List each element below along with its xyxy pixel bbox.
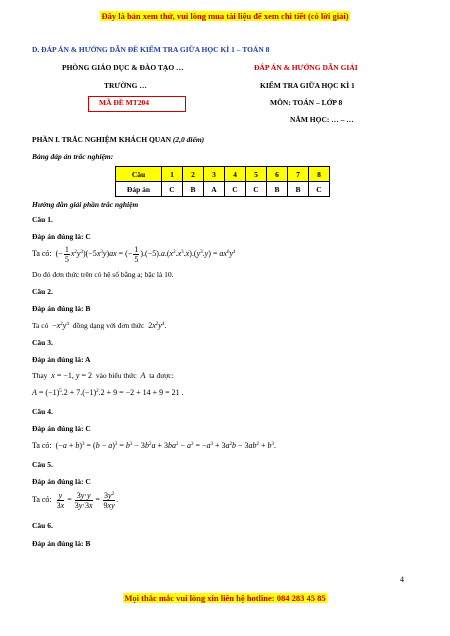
part1-heading — [32, 135, 204, 144]
q1-conclusion: Do đó đơn thức trên có hệ số bằng a; bậc là 10. — [32, 270, 174, 279]
answer-table-q7: 7 — [288, 167, 309, 182]
q4-ta-co: Ta có: — [32, 441, 52, 450]
q3-values: x = −1, y = 2 — [51, 371, 94, 380]
q4-math: $(-a + b)^3 = (b - a)^3 = b^3 - 3b^2a + 3ba^2 - a^3 = -a^3 + 3a^2b - 3ab^2 + b^3$. — [53, 441, 277, 450]
top-banner: Đây là bản xem thử, vui lòng mua tài liệu để xem chi tiết (có lời giải) — [101, 11, 349, 21]
header-school-year: NĂM HỌC: … – … — [290, 115, 354, 124]
header-exam-type: KIỂM TRA GIỮA HỌC KÌ 1 — [260, 81, 355, 90]
answer-table-title: Bảng đáp án trắc nghiệm: — [32, 152, 114, 161]
q2-label: Câu 2. — [32, 287, 53, 296]
answer-table-a5: C — [246, 182, 267, 197]
exam-code: MÃ ĐỀ MT204 — [99, 98, 149, 107]
header-department: PHÒNG GIÁO DỤC & ĐÀO TẠO … — [62, 63, 184, 72]
answer-table-q8: 8 — [309, 167, 330, 182]
q5-label: Câu 5. — [32, 460, 53, 469]
answer-table-question-row — [116, 167, 330, 182]
answer-table-a6: B — [267, 182, 288, 197]
q5-ta-co: Ta có: — [32, 495, 52, 504]
answer-table-q4: 4 — [225, 167, 246, 182]
top-banner-row — [0, 6, 450, 24]
answer-table-q1: 1 — [162, 167, 183, 182]
header-answer-title: ĐÁP ÁN & HƯỚNG DẪN GIẢI — [254, 63, 358, 72]
answer-table-q3: 3 — [204, 167, 225, 182]
q4-equation — [32, 441, 276, 450]
q3-answer: Đáp án đúng là: A — [32, 355, 91, 364]
answer-table-a1: C — [162, 182, 183, 197]
q1-answer: Đáp án đúng là: C — [32, 232, 91, 241]
q6-label: Câu 6. — [32, 521, 53, 530]
header-subject: MÔN: TOÁN – LỚP 8 — [270, 98, 343, 107]
answer-table-a4: C — [225, 182, 246, 197]
answer-table-q5: 5 — [246, 167, 267, 182]
answer-table-q6: 6 — [267, 167, 288, 182]
q2-monomial-b: $2x^2y^4$. — [146, 321, 167, 330]
answer-table-answer-row — [116, 182, 330, 197]
q5-math: $\frac{y}{3x}$ = $\frac{3y\cdot y}{3y\cdot 3x}$ = $\frac{3y^2}{9xy}$ . — [56, 490, 119, 510]
q1-label: Câu 1. — [32, 215, 53, 224]
q4-label: Câu 4. — [32, 407, 53, 416]
answer-table-a2: B — [183, 182, 204, 197]
q4-answer: Đáp án đúng là: C — [32, 424, 91, 433]
q3-expression-name: A — [140, 371, 146, 380]
answer-table-a7: B — [288, 182, 309, 197]
q1-math: (− $\frac{1}{5}$ $x^2y^3)(-5x^3y)ax$ = (− $\frac{1}{5}$ )$.(-5).a.(x^2.x^3.x).(y^3.y) = ax^6y^4$ — [53, 244, 236, 264]
page-number: 4 — [400, 575, 404, 584]
answer-table-question-label: Câu — [116, 167, 162, 182]
section-title: D. ĐÁP ÁN & HƯỚNG DẪN ĐỀ KIỂM TRA GIỮA HỌC KÌ 1 – TOÁN 8 — [32, 45, 270, 54]
answer-table-answer-label: Đáp án — [116, 182, 162, 197]
q1-ta-co: Ta có: — [32, 249, 52, 258]
q5-answer: Đáp án đúng là: C — [32, 477, 91, 486]
q3-text-b: vào biểu thức — [95, 371, 137, 380]
q3-equation: $A = (-1)^5.2 + 7.(-1)^2.2 + 9 = -2 + 14 + 9 = 21$ . — [32, 388, 184, 397]
q3-label: Câu 3. — [32, 338, 53, 347]
q3-text-c: ta được: — [149, 371, 174, 380]
q2-text-b: đồng dạng với đơn thức — [72, 321, 145, 330]
q2-statement — [32, 321, 166, 330]
q5-equation — [32, 489, 118, 511]
footer-hotline: Mọi thắc mắc vui lòng xin liên hệ hotline: 084 283 45 85 — [124, 593, 326, 603]
footer-row — [0, 588, 450, 606]
answer-table-a8: C — [309, 182, 330, 197]
q6-answer: Đáp án đúng là: B — [32, 539, 91, 548]
q2-answer: Đáp án đúng là: B — [32, 304, 91, 313]
header-school: TRƯỜNG … — [104, 81, 147, 90]
answer-table-a3: A — [204, 182, 225, 197]
q2-monomial-a: $-x^2y^4$ — [50, 321, 69, 330]
part1-points: (2,0 điểm) — [172, 135, 205, 144]
q1-equation — [32, 244, 236, 264]
answer-table-q2: 2 — [183, 167, 204, 182]
part1-title: PHẦN I. TRẮC NGHIỆM KHÁCH QUAN — [32, 135, 172, 144]
q3-statement — [32, 371, 174, 380]
q3-text-a: Thay — [32, 371, 48, 380]
answer-table — [115, 166, 330, 197]
q2-text-a: Ta có — [32, 321, 49, 330]
guide-title: Hướng dẫn giải phần trắc nghiệm — [32, 200, 139, 209]
